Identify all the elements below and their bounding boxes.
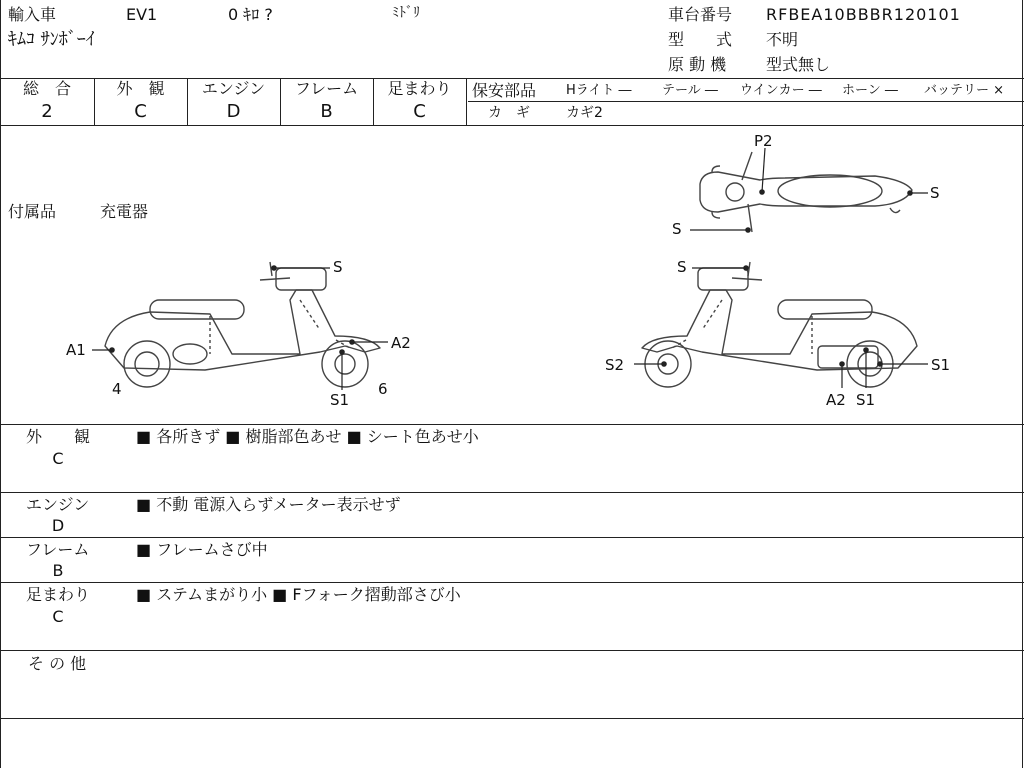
scooter-top-view	[700, 152, 912, 232]
scooter-left-view	[105, 262, 380, 387]
grade-exterior-label: 外 観	[116, 79, 165, 98]
grade-frame-label: フレーム	[294, 79, 359, 98]
grade-exterior-value: C	[134, 101, 147, 122]
frame-no: RFBEA10BBBR120101	[766, 5, 961, 24]
import-label: 輸入車	[8, 5, 57, 24]
divider	[0, 650, 1024, 651]
mark-label: S	[672, 220, 682, 238]
divider	[0, 718, 1024, 719]
mark-label: S2	[605, 356, 625, 374]
mark-label: 4	[112, 380, 122, 398]
remark-frame-grade: B	[52, 561, 64, 580]
mark-label: S1	[931, 356, 951, 374]
frame-no-label: 車台番号	[668, 5, 733, 24]
remark-exterior-text: ■ 各所きず ■ 樹脂部色あせ ■ シート色あせ小	[136, 427, 479, 446]
mark-label: 6	[378, 380, 388, 398]
accessories-label: 付属品	[8, 202, 57, 221]
mark-label: S	[333, 258, 343, 276]
mark-label: S	[930, 184, 940, 202]
divider	[466, 78, 467, 125]
divider	[0, 492, 1024, 493]
mark-label: S1	[330, 391, 350, 409]
scooter-right-view	[642, 262, 917, 387]
remark-engine-text: ■ 不動 電源入らずメーター表示せず	[136, 495, 401, 514]
grade-suspension-label: 足まわり	[387, 79, 452, 98]
maker-model: ｷﾑｺ ｻﾝﾎﾞｰｲ	[8, 29, 95, 50]
grade-overall-value: 2	[41, 101, 53, 122]
divider	[0, 424, 1024, 425]
grade-engine-label: エンジン	[201, 79, 266, 98]
safety-winker: ウインカー ―	[740, 83, 822, 98]
model-code: EV1	[126, 5, 158, 24]
grade-suspension-value: C	[413, 101, 426, 122]
engine-type-value: 型式無し	[766, 55, 831, 74]
mark-label: S1	[856, 391, 876, 409]
grade-engine-value: D	[226, 101, 241, 122]
color: ﾐﾄﾞﾘ	[392, 5, 420, 21]
mark-label: A2	[826, 391, 846, 409]
remark-suspension-label: 足まわり	[26, 585, 91, 604]
divider	[0, 537, 1024, 538]
mark-label: A1	[66, 341, 86, 359]
key-label: カ ギ	[488, 105, 530, 121]
remark-other-label: そ の 他	[28, 654, 87, 673]
safety-taillight: テール ―	[662, 83, 718, 98]
safety-parts-label: 保安部品	[472, 81, 537, 100]
remark-suspension-grade: C	[52, 607, 64, 626]
remark-frame-text: ■ フレームさび中	[136, 540, 268, 559]
scooter-diagram	[0, 126, 1024, 424]
engine-type-label: 原 動 機	[668, 55, 727, 74]
safety-horn: ホーン ―	[842, 83, 898, 98]
divider	[0, 582, 1024, 583]
safety-battery: バッテリー ×	[924, 83, 1005, 98]
divider	[468, 101, 1024, 102]
grade-frame-value: B	[320, 101, 333, 122]
safety-headlight: Hライト ―	[566, 83, 632, 98]
accessories-value: 充電器	[100, 202, 149, 221]
key-value: カギ2	[566, 105, 603, 121]
remark-exterior-label: 外 観	[26, 427, 91, 446]
mileage: 0 ｷﾛ ?	[228, 5, 273, 24]
mark-label: A2	[391, 334, 411, 352]
remark-engine-label: エンジン	[26, 495, 90, 514]
remark-suspension-text: ■ ステムまがり小 ■ Fフォーク摺動部さび小	[136, 585, 461, 604]
remark-frame-label: フレーム	[26, 540, 90, 559]
remark-engine-grade: D	[51, 516, 65, 535]
mark-label: P2	[754, 132, 773, 150]
grade-overall-label: 総 合	[22, 79, 71, 98]
remark-exterior-grade: C	[52, 449, 64, 468]
type-value: 不明	[766, 30, 799, 49]
type-label: 型 式	[668, 30, 733, 49]
mark-label: S	[677, 258, 687, 276]
